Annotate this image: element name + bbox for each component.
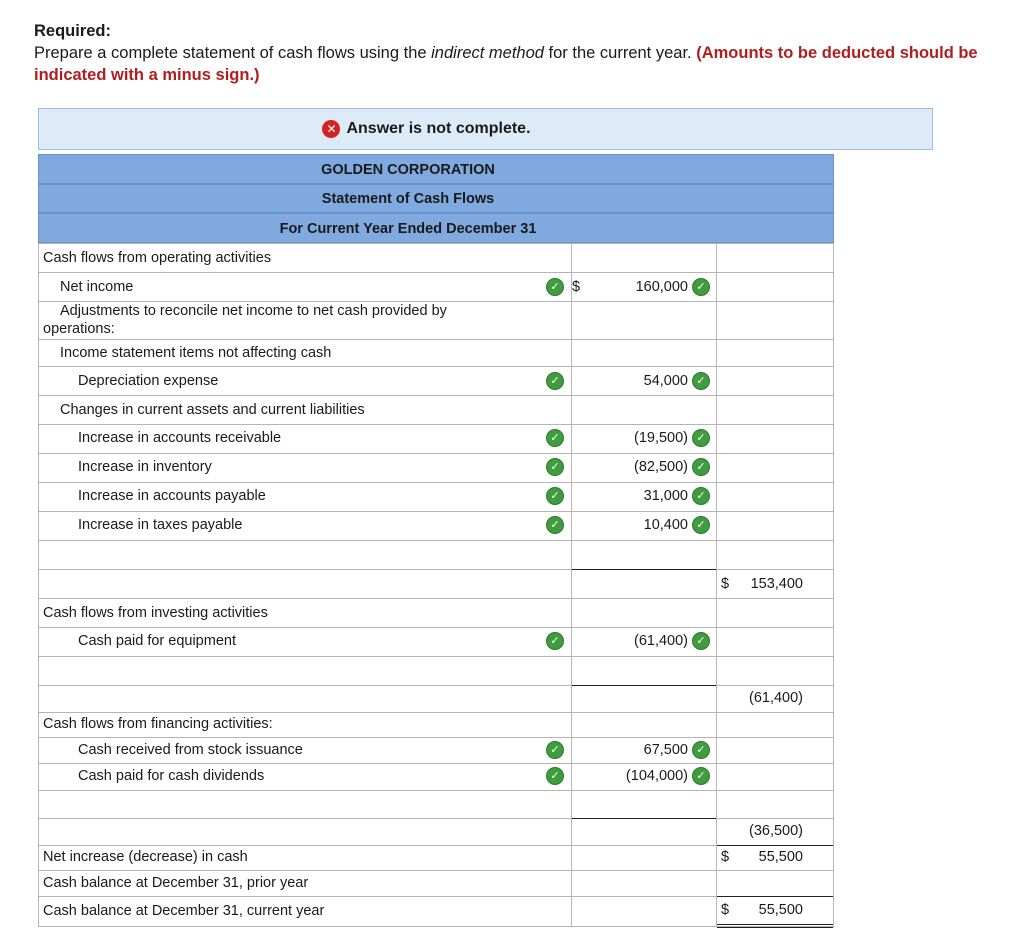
instructions-italic: indirect method: [431, 44, 544, 62]
status-banner: [38, 108, 933, 150]
adjustments-label-cont: operations:: [43, 321, 115, 337]
check-circle-icon: ✓: [546, 278, 564, 296]
net-change-total[interactable]: 55,500: [758, 849, 803, 865]
prior-balance-label[interactable]: Cash balance at December 31, prior year: [43, 875, 309, 891]
total-double-rule: [717, 927, 833, 928]
operating-total[interactable]: 153,400: [750, 576, 803, 592]
subtotal-rule: [572, 685, 716, 686]
inventory-label[interactable]: Increase in inventory: [78, 459, 212, 475]
required-title: Required:: [34, 22, 112, 40]
check-circle-icon: ✓: [692, 429, 710, 447]
check-circle-icon: ✓: [692, 632, 710, 650]
taxes-label[interactable]: Increase in taxes payable: [78, 517, 243, 533]
taxes-input[interactable]: 10,400: [643, 517, 688, 533]
instructions-text: [34, 42, 1009, 86]
check-circle-icon: ✓: [546, 487, 564, 505]
adjustments-label: Adjustments to reconcile net income to net cash provided by: [60, 303, 447, 319]
statement-title: [38, 184, 834, 213]
statement-period: [38, 213, 834, 243]
check-circle-icon: ✓: [692, 767, 710, 785]
total-rule: [717, 896, 833, 897]
ar-label[interactable]: Increase in accounts receivable: [78, 430, 282, 446]
dividends-input[interactable]: (104,000): [625, 768, 688, 784]
net-change-label[interactable]: Net increase (decrease) in cash: [43, 849, 248, 865]
company-name: [38, 154, 834, 184]
total-double-rule: [717, 924, 833, 925]
check-circle-icon: ✓: [546, 632, 564, 650]
check-circle-icon: ✓: [546, 767, 564, 785]
instructions-text-part: Prepare a complete statement of cash flows using the: [34, 44, 432, 62]
net-income-label: Net income: [60, 279, 134, 295]
changes-label: Changes in current assets and current liabilities: [60, 402, 365, 418]
status-text: Answer is not complete.: [346, 120, 531, 137]
check-circle-icon: ✓: [692, 516, 710, 534]
subtotal-rule: [572, 569, 716, 570]
stock-input[interactable]: 67,500: [643, 742, 688, 758]
dividends-label[interactable]: Cash paid for cash dividends: [78, 768, 265, 784]
check-circle-icon: ✓: [692, 458, 710, 476]
check-circle-icon: ✓: [546, 372, 564, 390]
check-circle-icon: ✓: [546, 429, 564, 447]
company-name-text: GOLDEN CORPORATION: [321, 162, 495, 178]
x-circle-icon: ✕: [322, 120, 340, 138]
ap-input[interactable]: 31,000: [643, 488, 688, 504]
instructions-note: (Amounts to be deducted should be indicated with a minus sign.): [34, 44, 978, 84]
subtotal-rule: [572, 818, 716, 819]
dollar-sign: $: [721, 576, 730, 592]
check-circle-icon: ✓: [546, 458, 564, 476]
current-balance-label[interactable]: Cash balance at December 31, current year: [43, 903, 325, 919]
dollar-sign: $: [572, 279, 581, 295]
check-circle-icon: ✓: [546, 516, 564, 534]
operating-title: Cash flows from operating activities: [43, 250, 272, 266]
equipment-input[interactable]: (61,400): [633, 633, 688, 649]
financing-title: Cash flows from financing activities:: [43, 716, 273, 732]
current-balance-total[interactable]: 55,500: [758, 902, 803, 918]
depreciation-input[interactable]: 54,000: [643, 373, 688, 389]
check-circle-icon: ✓: [692, 741, 710, 759]
investing-total[interactable]: (61,400): [748, 690, 803, 706]
dollar-sign: $: [721, 849, 730, 865]
ar-input[interactable]: (19,500): [633, 430, 688, 446]
statement-title-text: Statement of Cash Flows: [321, 191, 495, 207]
check-circle-icon: ✓: [546, 741, 564, 759]
ap-label[interactable]: Increase in accounts payable: [78, 488, 266, 504]
income-items-label: Income statement items not affecting cash: [60, 345, 332, 361]
dollar-sign: $: [721, 902, 730, 918]
equipment-label[interactable]: Cash paid for equipment: [78, 633, 236, 649]
instructions: [34, 20, 1009, 86]
investing-title: Cash flows from investing activities: [43, 605, 268, 621]
check-circle-icon: ✓: [692, 487, 710, 505]
statement-period-text: For Current Year Ended December 31: [279, 221, 537, 237]
check-circle-icon: ✓: [692, 372, 710, 390]
depreciation-label[interactable]: Depreciation expense: [78, 373, 219, 389]
inventory-input[interactable]: (82,500): [633, 459, 688, 475]
column-divider: [571, 243, 572, 927]
check-circle-icon: ✓: [692, 278, 710, 296]
stock-label[interactable]: Cash received from stock issuance: [78, 742, 303, 758]
financing-total[interactable]: (36,500): [748, 823, 803, 839]
instructions-text-part: for the current year.: [543, 44, 697, 62]
subtotal-rule: [717, 845, 833, 846]
net-income-input[interactable]: 160,000: [635, 279, 688, 295]
